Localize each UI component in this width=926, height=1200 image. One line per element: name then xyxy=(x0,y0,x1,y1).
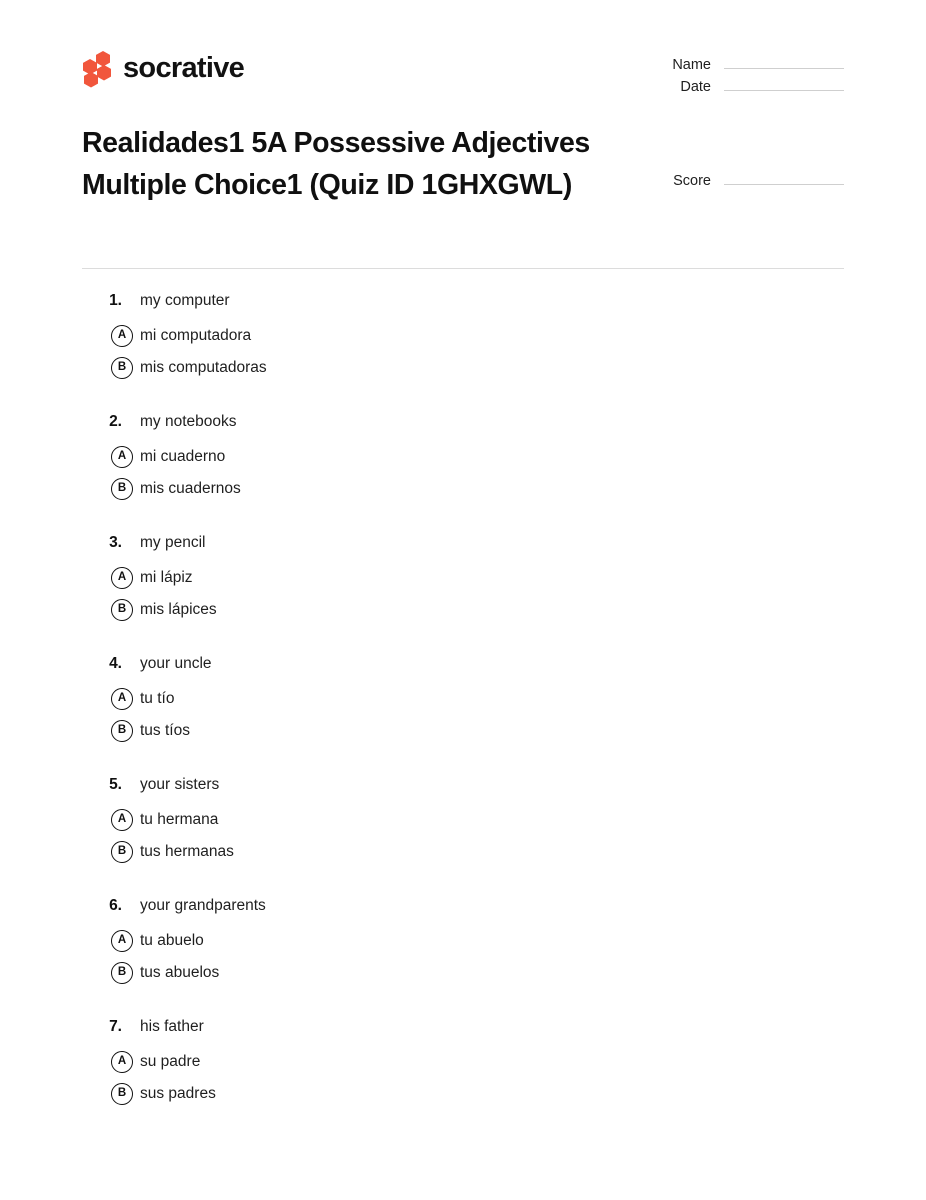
name-field-row xyxy=(614,56,844,77)
choice-letter-badge[interactable]: B xyxy=(111,478,133,500)
choice-text: mis cuadernos xyxy=(140,480,241,497)
question-number: 6. xyxy=(109,897,122,914)
choice-letter-badge[interactable]: B xyxy=(111,1083,133,1105)
name-field-label: Name xyxy=(672,57,711,73)
question-number: 1. xyxy=(109,292,122,309)
choice-text: mis lápices xyxy=(140,601,217,618)
question-number: 3. xyxy=(109,534,122,551)
choice-letter-badge[interactable]: A xyxy=(111,446,133,468)
score-field-writeline[interactable] xyxy=(724,172,844,185)
choice-letter-badge[interactable]: A xyxy=(111,809,133,831)
page-header xyxy=(82,48,844,104)
choice-letter-badge[interactable]: B xyxy=(111,841,133,863)
question-prompt: my notebooks xyxy=(140,413,237,430)
answer-choice[interactable] xyxy=(82,683,844,715)
header-divider xyxy=(82,268,844,269)
answer-choice[interactable] xyxy=(82,715,844,747)
socrative-logo xyxy=(82,48,244,88)
choice-text: tus abuelos xyxy=(140,964,220,981)
answer-choice[interactable] xyxy=(82,804,844,836)
answer-choice[interactable] xyxy=(82,836,844,868)
question-header xyxy=(82,776,844,800)
answer-choice[interactable] xyxy=(82,320,844,352)
question-item xyxy=(82,897,844,989)
date-field-writeline[interactable] xyxy=(724,78,844,91)
choice-letter-badge[interactable]: A xyxy=(111,930,133,952)
choice-letter-badge[interactable]: B xyxy=(111,357,133,379)
answer-choice[interactable] xyxy=(82,957,844,989)
question-item xyxy=(82,534,844,626)
socrative-hexagon-logo-icon xyxy=(82,51,112,85)
choice-text: mis computadoras xyxy=(140,359,267,376)
answer-choice[interactable] xyxy=(82,925,844,957)
choice-text: tus tíos xyxy=(140,722,190,739)
answer-choice[interactable] xyxy=(82,473,844,505)
question-prompt: his father xyxy=(140,1018,204,1035)
answer-choice[interactable] xyxy=(82,441,844,473)
question-item xyxy=(82,655,844,747)
question-prompt: your uncle xyxy=(140,655,212,672)
answer-choice[interactable] xyxy=(82,1046,844,1078)
question-number: 4. xyxy=(109,655,122,672)
choice-letter-badge[interactable]: A xyxy=(111,567,133,589)
choice-letter-badge[interactable]: B xyxy=(111,962,133,984)
answer-choice[interactable] xyxy=(82,352,844,384)
date-field-row xyxy=(614,78,844,99)
answer-choice[interactable] xyxy=(82,1078,844,1110)
choice-letter-badge[interactable]: B xyxy=(111,720,133,742)
question-item xyxy=(82,413,844,505)
choice-letter-badge[interactable]: A xyxy=(111,325,133,347)
choice-text: sus padres xyxy=(140,1085,216,1102)
hexagon-middle-right xyxy=(97,65,111,81)
choice-text: su padre xyxy=(140,1053,201,1070)
hexagon-middle-left xyxy=(83,59,97,75)
question-header xyxy=(82,292,844,316)
hexagon-bottom-left xyxy=(84,72,98,88)
question-header xyxy=(82,413,844,437)
answer-choice[interactable] xyxy=(82,562,844,594)
question-prompt: your grandparents xyxy=(140,897,266,914)
question-header xyxy=(82,1018,844,1042)
question-header xyxy=(82,655,844,679)
question-prompt: my pencil xyxy=(140,534,206,551)
choice-text: tu tío xyxy=(140,690,175,707)
choice-text: mi cuaderno xyxy=(140,448,226,465)
student-meta-fields xyxy=(614,56,844,100)
page-title: Realidades1 5A Possessive Adjectives Multiple Choice1 (Quiz ID 1GHXGWL) xyxy=(82,127,590,201)
question-header xyxy=(82,897,844,921)
hexagon-top-right xyxy=(96,51,110,67)
choice-text: mi lápiz xyxy=(140,569,193,586)
question-list xyxy=(82,292,844,1139)
question-item xyxy=(82,776,844,868)
choice-letter-badge[interactable]: A xyxy=(111,688,133,710)
question-number: 7. xyxy=(109,1018,122,1035)
question-number: 5. xyxy=(109,776,122,793)
choice-letter-badge[interactable]: B xyxy=(111,599,133,621)
question-prompt: my computer xyxy=(140,292,230,309)
choice-text: mi computadora xyxy=(140,327,252,344)
score-field-label: Score xyxy=(673,173,711,189)
question-header xyxy=(82,534,844,558)
brand-wordmark: socrative xyxy=(123,51,245,84)
answer-choice[interactable] xyxy=(82,594,844,626)
question-prompt: your sisters xyxy=(140,776,220,793)
date-field-label: Date xyxy=(680,79,711,95)
question-item xyxy=(82,292,844,384)
choice-text: tu hermana xyxy=(140,811,219,828)
question-item xyxy=(82,1018,844,1110)
name-field-writeline[interactable] xyxy=(724,56,844,69)
choice-text: tu abuelo xyxy=(140,932,204,949)
choice-text: tus hermanas xyxy=(140,843,234,860)
score-field-row xyxy=(669,172,844,189)
choice-letter-badge[interactable]: A xyxy=(111,1051,133,1073)
question-number: 2. xyxy=(109,413,122,430)
